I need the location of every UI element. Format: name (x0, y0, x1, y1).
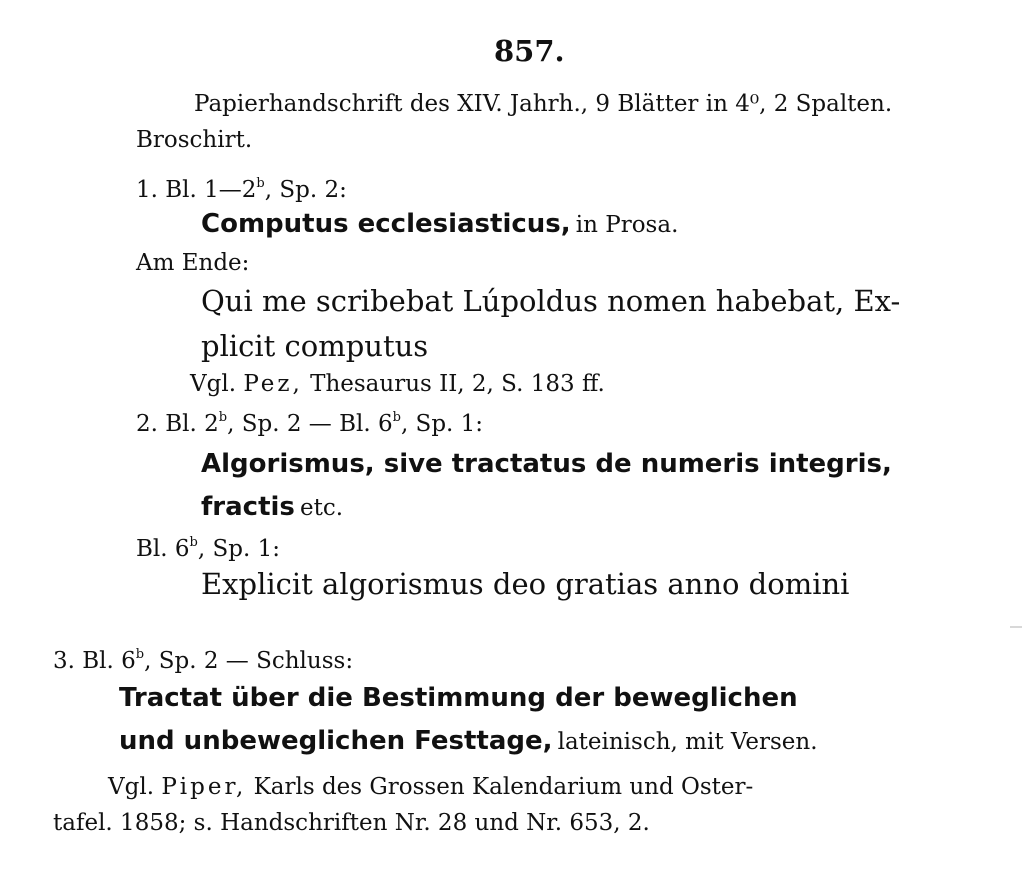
item2-reference (136, 411, 483, 436)
item3-ref-sup: b (135, 647, 145, 662)
item1-vgl (190, 373, 605, 396)
item1-ref-a: 1. Bl. 1—2 (136, 177, 257, 203)
item1-quote-line-2: plicit computus (201, 329, 429, 363)
item3-vgl-b: Karls des Grossen Kalendarium und Oster- (253, 774, 754, 800)
item1-vgl-a: Vgl. (190, 371, 236, 397)
item2-sub-reference (136, 536, 280, 561)
item2-title-line-2 (201, 494, 343, 520)
item3-reference (53, 648, 353, 673)
item1-quote-line-1: Qui me scribebat Lúpoldus nomen habebat, Ex- (201, 284, 901, 318)
item1-reference (136, 177, 347, 202)
item3-ref-b: , Sp. 2 — Schluss: (144, 648, 354, 674)
item2-ref-a: 2. Bl. 2 (136, 411, 219, 437)
item3-vgl-line-2: tafel. 1858; s. Handschriften Nr. 28 und Nr. 653, 2. (53, 810, 650, 836)
item3-vgl-a: Vgl. (108, 774, 154, 800)
item2-sub-ref-a: Bl. 6 (136, 536, 190, 562)
item3-ref-a: 3. Bl. 6 (53, 648, 136, 674)
item1-ref-sup: b (256, 176, 265, 191)
item3-title-line-2-text: und unbeweglichen Festtage, (119, 726, 553, 756)
item1-title: Computus ecclesiasticus, (201, 209, 571, 239)
item3-vgl-line-1 (108, 776, 753, 799)
edge-mark (1010, 626, 1022, 628)
item1-vgl-b: Thesaurus II, 2, S. 183 ff. (310, 371, 605, 397)
item2-ref-sup2: b (392, 410, 401, 425)
item2-title-line-1: Algorismus, sive tractatus de numeris integris, (201, 449, 892, 479)
page-number: 857. (494, 34, 565, 68)
item3-title-line-2 (119, 728, 818, 754)
item1-title-line (201, 211, 678, 237)
item3-vgl-author: Piper, (161, 774, 247, 800)
item1-vgl-author: Pez, (243, 371, 303, 397)
item1-end-label: Am Ende: (136, 250, 250, 276)
item2-sub-ref-b: , Sp. 1: (197, 536, 280, 562)
item2-quote: Explicit algorismus deo gratias anno domini (201, 567, 850, 601)
item3-title-note: lateinisch, mit Versen. (557, 729, 818, 755)
item1-title-note: in Prosa. (575, 212, 679, 238)
item2-title-line-2-text: fractis (201, 492, 295, 522)
item1-ref-b: , Sp. 2: (264, 177, 347, 203)
item2-ref-b: , Sp. 2 — Bl. 6 (227, 411, 393, 437)
item2-title-note: etc. (300, 495, 344, 521)
intro-line-2: Broschirt. (136, 127, 253, 153)
item2-ref-c: , Sp. 1: (400, 411, 484, 437)
intro-line-1: Papierhandschrift des XIV. Jahrh., 9 Blätter in 4⁰, 2 Spalten. (194, 91, 893, 117)
item3-title-line-1: Tractat über die Bestimmung der beweglichen (119, 683, 798, 713)
item2-ref-sup1: b (218, 410, 228, 425)
item2-sub-ref-sup: b (189, 535, 198, 550)
